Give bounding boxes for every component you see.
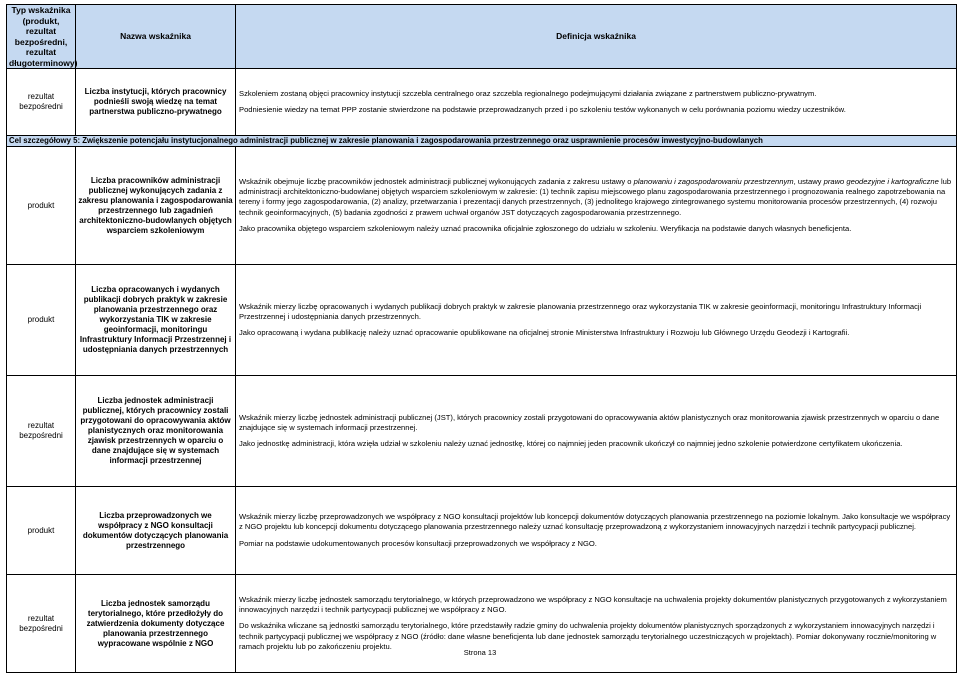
- definition-text: Wskaźnik obejmuje liczbę pracowników jednostek administracji publicznej wykonujących zadania z zakresu ustawy o: [239, 176, 634, 186]
- indicator-name: Liczba pracowników administracji publicznej wykonujących zadania z zakresu planowania i zagospodarowania przestrzennego lub zagadnień architektoniczno-budowlanych objętych wsparciem szkoleniowym: [76, 147, 236, 265]
- indicator-name: Liczba przeprowadzonych we współpracy z NGO konsultacji dokumentów dotyczących planowania przestrzennego: [76, 487, 236, 575]
- definition-paragraph: Jako pracownika objętego wsparciem szkoleniowym należy uznać pracownika oficjalnie zgłoszonego do udziału w szkoleniu. Weryfikacja na podstawie danych własnych beneficjenta.: [239, 223, 852, 233]
- indicator-name: Liczba jednostek administracji publicznej, których pracownicy zostali przygotowani do opracowywania aktów planistycznych oraz monitorowania zjawisk przestrzennych w oparciu o dane znajdujące się w systemach informacji przestrzennej: [76, 376, 236, 487]
- page-number: Strona 13: [463, 648, 497, 657]
- indicator-definition: [236, 69, 957, 136]
- definition-paragraph: Szkoleniem zostaną objęci pracownicy instytucji szczebla centralnego oraz szczebla regionalnego podejmującymi działania związane z partnerstwem publiczno-prywatnym.: [239, 88, 817, 98]
- table-row: [7, 575, 957, 673]
- indicator-type: rezultat bezpośredni: [7, 376, 76, 487]
- definition-paragraph: Jako jednostkę administracji, która wzięła udział w szkoleniu należy uznać jednostkę, której co najmniej jeden pracownik ukończył co najmniej jedno szkolenie potwierdzone certyfikatem ukończenia.: [239, 439, 903, 449]
- indicator-name: Liczba opracowanych i wydanych publikacji dobrych praktyk w zakresie planowania przestrzennego oraz wykorzystania TIK w zakresie geoinformacji, monitoringu Infrastruktury Informacji Przestrzennej i udostępniania danych przestrzennych: [76, 265, 236, 376]
- indicator-definition: [236, 147, 957, 265]
- goal-row: [7, 136, 957, 147]
- table-row: [7, 69, 957, 136]
- definition-paragraph: Jako opracowaną i wydana publikację należy uznać opracowanie opublikowane na oficjalnej stronie Ministerstwa Infrastruktury i Rozwoju lub Głównego Urzędu Geodezji i Kartografii.: [239, 328, 850, 338]
- table-row: [7, 265, 957, 376]
- definition-paragraph: Wskaźnik mierzy liczbę opracowanych i wydanych publikacji dobrych praktyk w zakresie planowania przestrzennego oraz wykorzystania TIK w zakresie geoinformacji, monitoringu Infrastruktury Informacji Przestrzennej i udostępniania danych przestrzennych.: [239, 301, 922, 321]
- indicator-definition: [236, 575, 957, 673]
- definition-text: , ustawy: [793, 176, 824, 186]
- definition-paragraph: Do wskaźnika wliczane są jednostki samorządu terytorialnego, które przedstawiły radzie gminy do uchwalenia projekty dokumentów planistycznych sporządzonych z wykorzystaniem innowacyjnych narzędzi i technik partycypacji publicznej we współpracy z NGO (źródło: dane własne beneficjenta lub dane jednostek samorządu terytorialnego uczestniczących w projektach). Pomiar dokonywany rocznie/monitoring w ramach projektu lub po zakończeniu projektu.: [239, 621, 937, 651]
- definition-paragraph: Wskaźnik mierzy liczbę przeprowadzonych we współpracy z NGO konsultacji projektów lub koncepcji dokumentów dotyczących planowania przestrzennego na poziomie lokalnym. Jako konsultacje we współpracy z NGO projektu lub koncepcji dokumentu dotyczącego planowania przestrzennego należy uznać konsultację przeprowadzoną z wykorzystaniem innowacyjnych narzędzi i technik partycypacji publicznej.: [239, 512, 951, 532]
- table-row: [7, 147, 957, 265]
- definition-paragraph: [239, 177, 953, 218]
- definition-text: lub administracji architektoniczno-budowlanej objętych wsparciem szkoleniowym w zakresie: (1) technik zapisu miejscowego planu zagospodarowania przestrzennego i prognozowania realnego zapotrzebowania na tereny i formy jego zagospodarowania, (2) analizy, przetwarzania i prezentacji danych przestrzennych, (3) jednolitego krajowego zintegrowanego systemu monitorowania procesów przestrzennych, (4) rozwoju technik geoinformacyjnych, (5) badania zgodności z prawem uchwał organów JST dotyczących zagospodarowania przestrzennego.: [239, 176, 952, 217]
- indicator-type: produkt: [7, 487, 76, 575]
- definition-paragraph: Wskaźnik mierzy liczbę jednostek administracji publicznej (JST), których pracownicy zostali przygotowani do opracowywania aktów planistycznych oraz monitorowania zjawisk przestrzennych w oparciu o dane znajdujące się w systemach informacji przestrzennej.: [239, 412, 940, 432]
- definition-paragraph: Wskaźnik mierzy liczbę jednostek samorządu terytorialnego, w których przeprowadzono we współpracy z NGO konsultacje na uchwalenia projekty dokumentów planistycznych przygotowanych z wykorzystaniem innowacyjnych narzędzi i technik partycypacji publicznej we współpracy z NGO.: [239, 594, 947, 615]
- specific-goal-title: Cel szczegółowy 5: Zwiększenie potencjału instytucjonalnego administracji publicznej w zakresie planowania i zagospodarowania przestrzennego oraz usprawnienie procesów inwestycyjno-budowlanych: [7, 136, 957, 147]
- header-indicator-definition: Definicja wskaźnika: [236, 5, 957, 69]
- indicator-type: rezultat bezpośredni: [7, 575, 76, 673]
- indicator-type: produkt: [7, 147, 76, 265]
- indicator-definition: [236, 376, 957, 487]
- table-row: [7, 376, 957, 487]
- header-indicator-name: Nazwa wskaźnika: [76, 5, 236, 69]
- indicator-name: Liczba instytucji, których pracownicy podnieśli swoją wiedzę na temat partnerstwa publiczno-prywatnego: [76, 69, 236, 136]
- definition-italic-text: prawo geodezyjne i kartograficzne: [823, 176, 939, 186]
- header-indicator-type: Typ wskaźnika (produkt, rezultat bezpośredni, rezultat długoterminowy): [7, 5, 76, 69]
- definition-paragraph: Pomiar na podstawie udokumentowanych procesów konsultacji przeprowadzonych we współpracy z NGO.: [239, 538, 597, 548]
- table-header-row: [7, 5, 957, 69]
- table-row: [7, 487, 957, 575]
- indicator-definition: [236, 487, 957, 575]
- definition-italic-text: planowaniu i zagospodarowaniu przestrzennym: [633, 176, 794, 186]
- definition-paragraph: Podniesienie wiedzy na temat PPP zostanie stwierdzone na podstawie przeprowadzanych przed i po szkoleniu testów wykonanych w celu porównania poziomu wiedzy uczestników.: [239, 105, 846, 114]
- indicator-name: Liczba jednostek samorządu terytorialnego, które przedłożyły do zatwierdzenia dokumenty dotyczące planowania przestrzennego wypracowane wspólnie z NGO: [76, 575, 236, 673]
- indicator-type: rezultat bezpośredni: [7, 69, 76, 136]
- indicator-definition: [236, 265, 957, 376]
- indicator-type: produkt: [7, 265, 76, 376]
- indicators-table: [6, 4, 957, 673]
